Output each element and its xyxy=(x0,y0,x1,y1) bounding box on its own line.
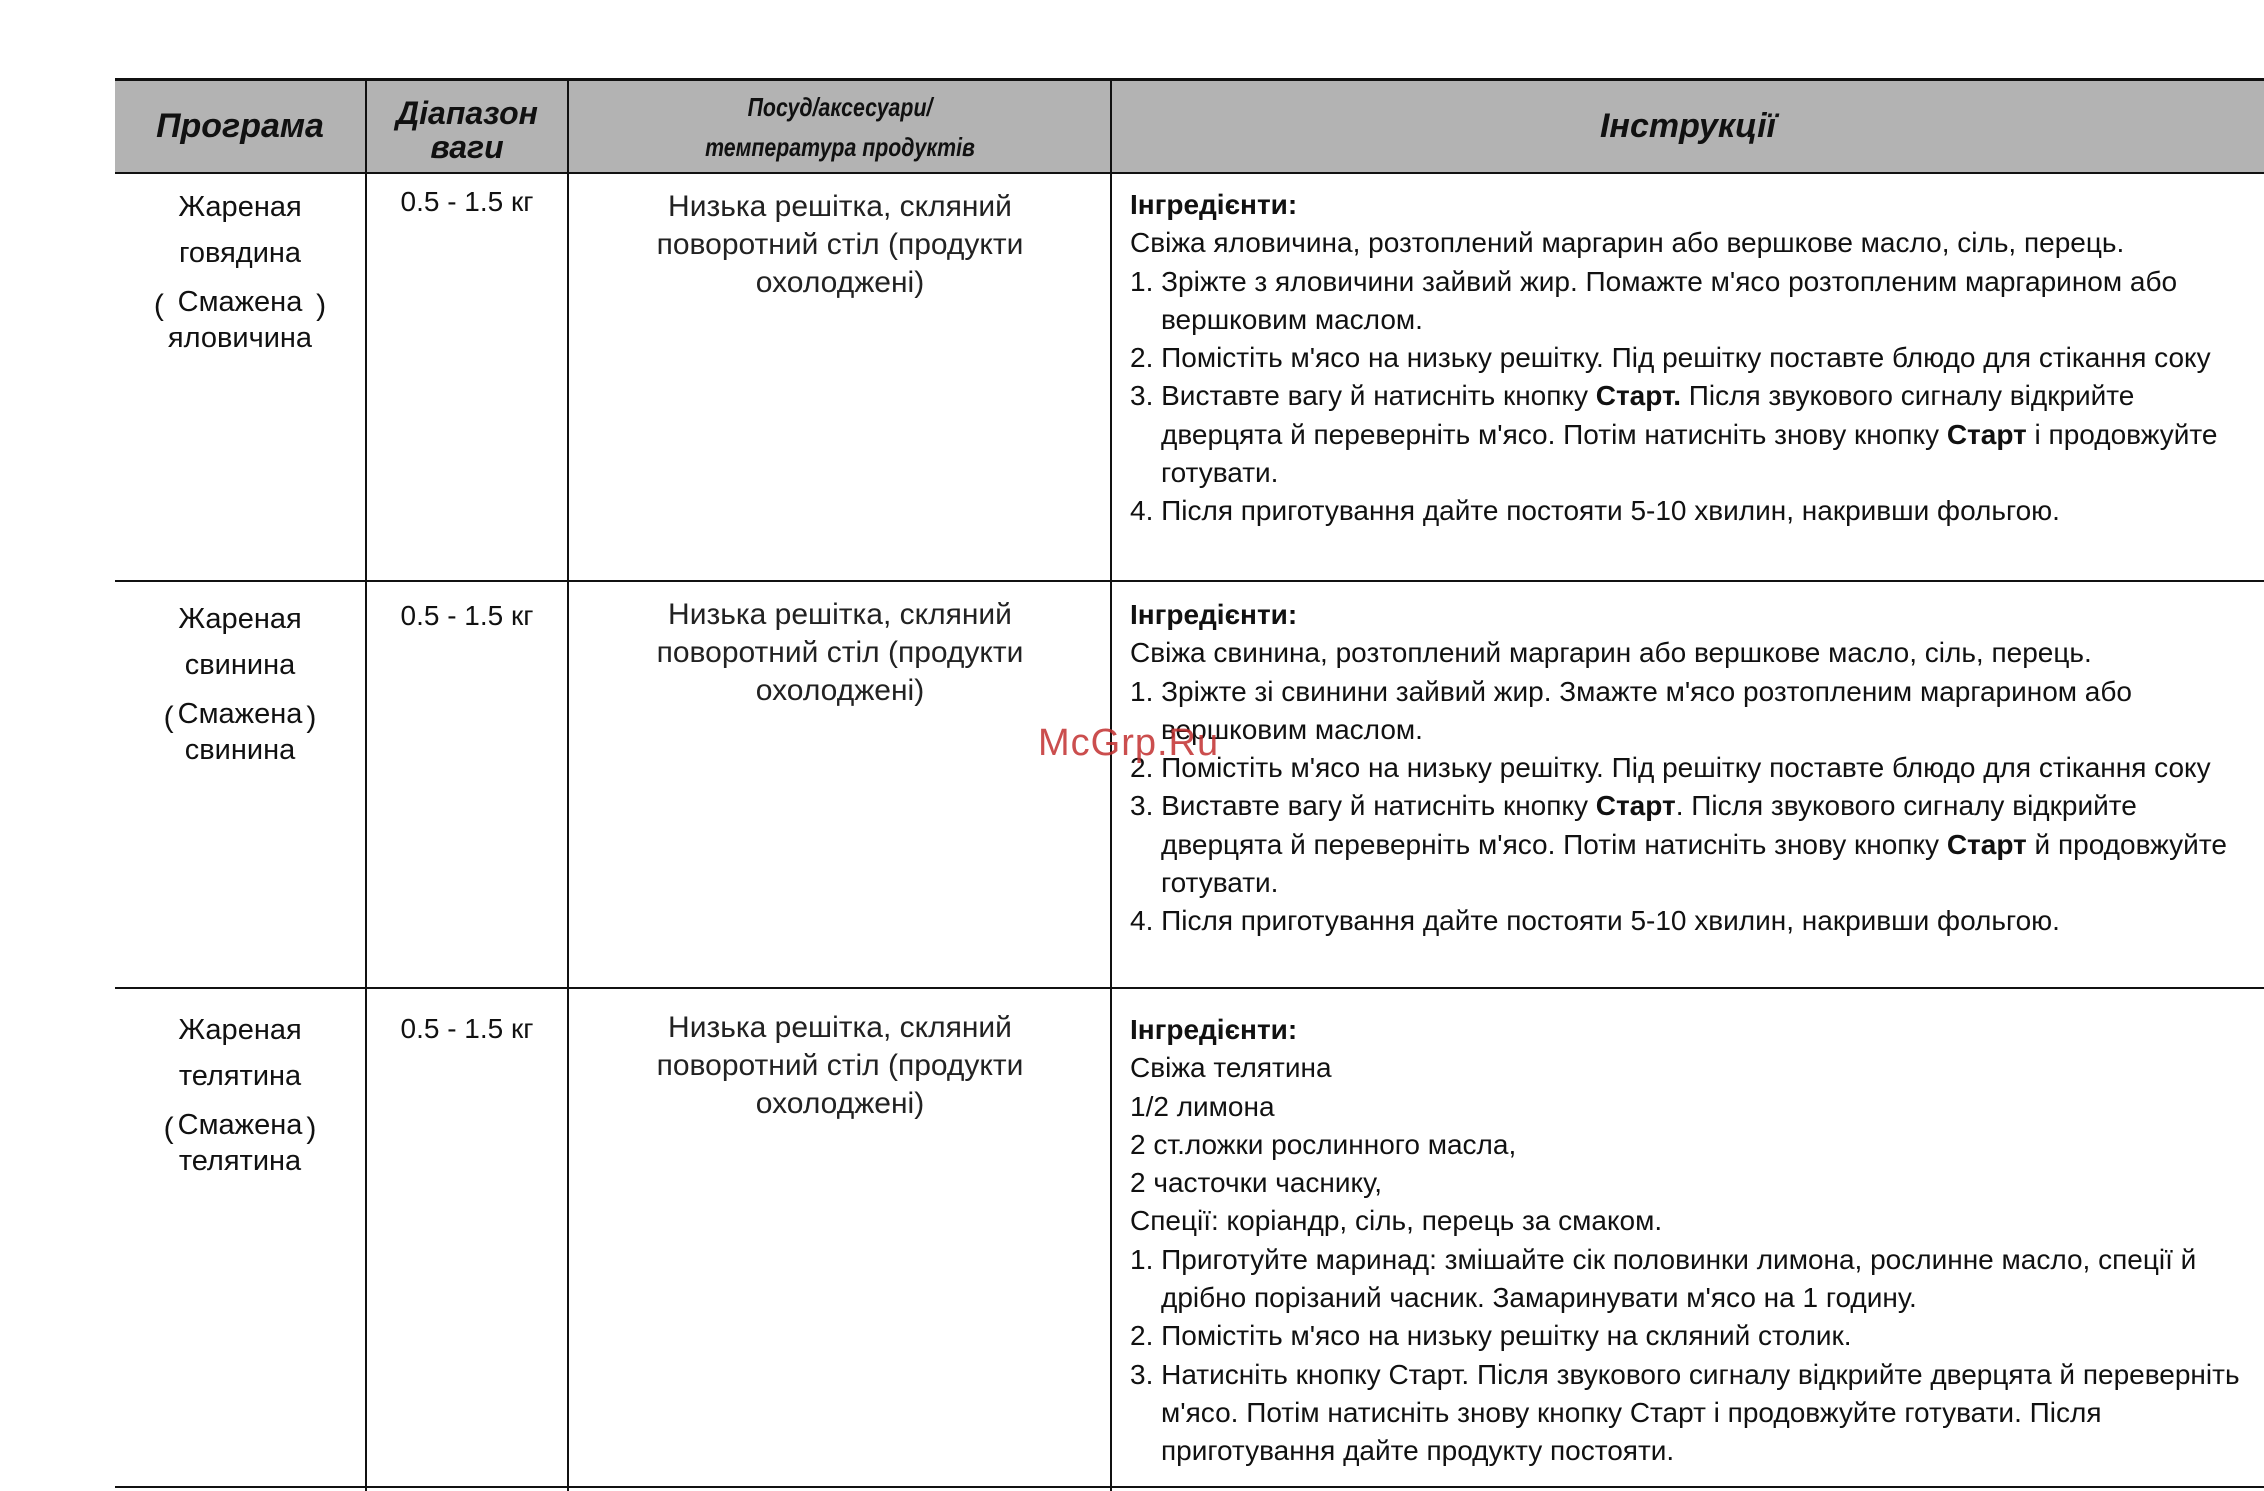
ingredients-text: Свіжа свинина, розтоплений маргарин або вершкове масло, сіль, перець. xyxy=(1130,637,2092,669)
step-item: 2. Помістіть м'ясо на низьку решітку. Під решітку поставте блюдо для стікання соку xyxy=(1130,342,2211,374)
cookware-cell: Низька решітка, скляний поворотний стіл (продукти охолоджені) xyxy=(656,1011,1024,1120)
ingredients-text: Спеції: коріандр, сіль, перець за смаком. xyxy=(1130,1205,1663,1237)
ingredients-text: Свіжа телятина xyxy=(1130,1052,1332,1084)
cookware-cell: Низька решітка, скляний поворотний стіл (продукти охолоджені) xyxy=(656,598,1024,707)
program-name-line: Жареная xyxy=(178,1014,302,1046)
instructions-cell xyxy=(1130,186,2260,531)
program-translation: ( Смажена свинина ) xyxy=(115,696,365,768)
weight-cell: 0.5 - 1.5 кг xyxy=(400,600,534,631)
table-header xyxy=(115,81,2264,174)
step-item: 1. Зріжте з яловичини зайвий жир. Помажте м'ясо розтопленим маргарином або вершковим маслом. xyxy=(1130,265,2178,335)
step-item: 1. Зріжте зі свинини зайвий жир. Змажте м'ясо розтопленим маргарином або вершковим маслом. xyxy=(1130,675,2132,745)
step-item: 2. Помістіть м'ясо на низьку решітку. Під решітку поставте блюдо для стікання соку xyxy=(1130,752,2211,784)
row-divider xyxy=(115,580,2264,582)
instructions-cell xyxy=(1130,1011,2260,1471)
instructions-cell xyxy=(1130,596,2260,941)
ingredients-label: Інгредієнти: xyxy=(1130,189,1298,220)
column-divider xyxy=(365,81,367,1491)
program-cell xyxy=(115,184,365,356)
step-item: 3. Виставте вагу й натисніть кнопку Старт. Після звукового сигналу відкрийте дверцята й переверніть м'ясо. Потім натисніть знову кнопку Старт й продовжуйте готувати. xyxy=(1130,790,2227,899)
header-cookware: Посуд/аксесуари/ температура продуктів xyxy=(705,91,975,162)
cookware-cell: Низька решітка, скляний поворотний стіл (продукти охолоджені) xyxy=(656,190,1024,299)
ingredients-text: Свіжа яловичина, розтоплений маргарин або вершкове масло, сіль, перець. xyxy=(1130,227,2125,259)
ingredients-text: 1/2 лимона xyxy=(1130,1090,1275,1122)
header-instructions: Інструкції xyxy=(1599,107,1776,145)
weight-cell: 0.5 - 1.5 кг xyxy=(400,186,534,217)
step-item: 3. Виставте вагу й натисніть кнопку Старт. Після звукового сигналу відкрийте дверцята й переверніть м'ясо. Потім натисніть знову кнопку Старт і продовжуйте готувати. xyxy=(1130,380,2218,489)
weight-cell: 0.5 - 1.5 кг xyxy=(400,1013,534,1044)
watermark-text: McGrp.Ru xyxy=(1038,722,1220,764)
ingredients-text: 2 ст.ложки рослинного масла, xyxy=(1130,1128,1517,1160)
program-name-line: Жареная xyxy=(178,191,302,223)
header-program: Програма xyxy=(156,107,324,145)
step-item: 4. Після приготування дайте постояти 5-10 хвилин, накривши фольгою. xyxy=(1130,495,2060,527)
row-divider xyxy=(115,987,2264,989)
program-name-line: Жареная xyxy=(178,603,302,635)
column-divider xyxy=(567,81,569,1491)
program-cell xyxy=(115,596,365,768)
ingredients-label: Інгредієнти: xyxy=(1130,1014,1298,1045)
step-item: 4. Після приготування дайте постояти 5-10 хвилин, накривши фольгою. xyxy=(1130,905,2060,937)
step-item: 3. Натисніть кнопку Старт. Після звукового сигналу відкрийте дверцята й переверніть м'ясо. Потім натисніть знову кнопку Старт і продовжуйте готувати. Після приготування дайте продукту постояти. xyxy=(1130,1358,2240,1467)
ingredients-label: Інгредієнти: xyxy=(1130,599,1298,630)
step-item: 1. Приготуйте маринад: змішайте сік половинки лимона, рослинне масло, спеції й дрібно порізаний часник. Замаринувати м'ясо на 1 годину. xyxy=(1130,1243,2197,1314)
step-item: 2. Помістіть м'ясо на низьку решітку на скляний столик. xyxy=(1130,1320,1852,1352)
program-translation: ( Смажена яловичина ) xyxy=(115,284,365,356)
ingredients-text: 2 часточки часнику, xyxy=(1130,1167,1383,1199)
program-name-line: телятина xyxy=(178,1060,302,1092)
program-name-line: свинина xyxy=(184,649,296,681)
program-cell xyxy=(115,1007,365,1179)
program-translation: ( Смажена телятина ) xyxy=(115,1107,365,1179)
column-divider xyxy=(1110,81,1112,1491)
recipe-table xyxy=(115,78,2264,1488)
header-weight-range: Діапазон ваги xyxy=(396,94,538,165)
program-name-line: говядина xyxy=(178,237,302,269)
